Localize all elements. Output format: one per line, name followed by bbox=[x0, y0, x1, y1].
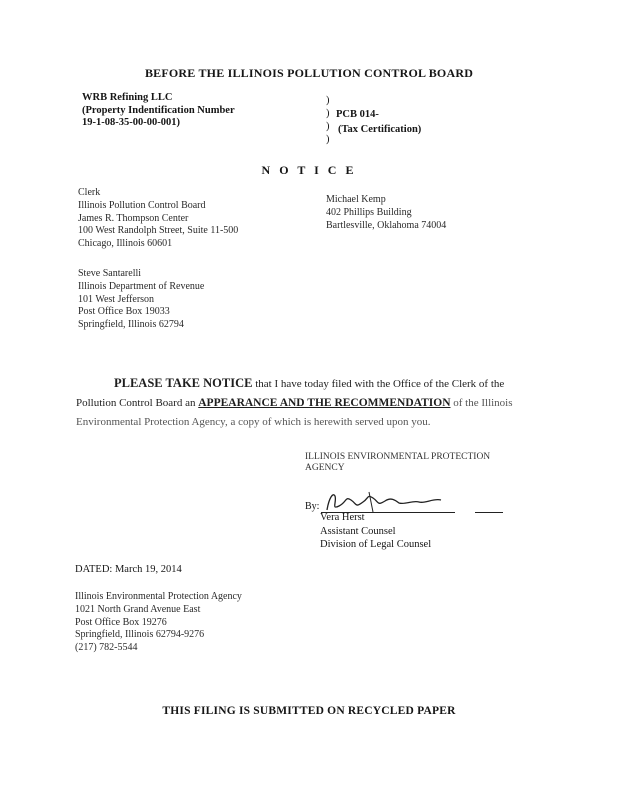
address-line: Bartlesville, Oklahoma 74004 bbox=[326, 219, 447, 231]
address-line: Michael Kemp bbox=[326, 194, 386, 205]
signer-title: Assistant Counsel bbox=[320, 525, 396, 537]
address-line: Steve Santarelli bbox=[78, 268, 142, 279]
recycled-paper-notice: THIS FILING IS SUBMITTED ON RECYCLED PAPER bbox=[162, 705, 456, 717]
signer-name: Vera Herst bbox=[320, 512, 365, 523]
petitioner-pin-line2: 19-1-08-35-00-00-001) bbox=[82, 117, 180, 128]
address-line: Post Office Box 19276 bbox=[75, 616, 167, 628]
dated-line: DATED: March 19, 2014 bbox=[75, 564, 182, 575]
address-line: Illinois Pollution Control Board bbox=[78, 199, 206, 211]
recipient-clerk bbox=[78, 187, 238, 251]
address-line: 1021 North Grand Avenue East bbox=[75, 603, 201, 615]
address-line: Post Office Box 19033 bbox=[78, 306, 170, 318]
address-line: 402 Phillips Building bbox=[326, 206, 412, 218]
agency-line: AGENCY bbox=[305, 463, 345, 473]
address-line: Illinois Department of Revenue bbox=[78, 280, 205, 292]
recipient-kemp bbox=[326, 194, 446, 232]
petitioner-name: WRB Refining LLC bbox=[82, 92, 173, 103]
agency-line: ILLINOIS ENVIRONMENTAL PROTECTION bbox=[305, 452, 491, 462]
case-number: PCB 014- bbox=[336, 109, 379, 120]
address-line: 100 West Randolph Street, Suite 11-500 bbox=[78, 225, 239, 237]
phone-number: (217) 782-5544 bbox=[75, 642, 138, 654]
caption-parens bbox=[326, 94, 330, 146]
notice-text-1: that I have today filed with the Office of the Clerk of the Pollution Control Board an bbox=[76, 378, 505, 409]
signature-rule-short bbox=[475, 512, 503, 513]
caption-petitioner bbox=[82, 92, 235, 130]
agency-address bbox=[75, 591, 242, 655]
address-line: Springfield, Illinois 62794 bbox=[78, 319, 184, 331]
notice-heading: N O T I C E bbox=[261, 163, 357, 177]
address-line: Illinois Environmental Protection Agency bbox=[75, 591, 242, 602]
signer-division: Division of Legal Counsel bbox=[320, 539, 432, 550]
address-line: Chicago, Illinois 60601 bbox=[78, 238, 173, 250]
notice-body bbox=[76, 374, 546, 432]
case-type: (Tax Certification) bbox=[338, 124, 422, 135]
paren: ) bbox=[326, 134, 330, 145]
address-line: Springfield, Illinois 62794-9276 bbox=[75, 629, 205, 641]
petitioner-pin-line1: (Property Indentification Number bbox=[82, 104, 235, 116]
paren: ) bbox=[326, 95, 330, 106]
signature-agency bbox=[305, 452, 490, 474]
paren: ) bbox=[326, 108, 330, 119]
address-line: 101 West Jefferson bbox=[78, 293, 155, 305]
notice-lead: PLEASE TAKE NOTICE bbox=[114, 376, 253, 390]
recipient-santarelli bbox=[78, 268, 204, 332]
address-line: James R. Thompson Center bbox=[78, 212, 189, 224]
notice-filing-title: APPEARANCE AND THE RECOMMENDATION bbox=[198, 397, 451, 409]
by-label: By: bbox=[305, 501, 320, 512]
notice-text-2: of the Illinois Environmental Protection Agency, a copy of which is herewith served upon you. bbox=[76, 397, 513, 428]
caption-case bbox=[336, 94, 421, 137]
signer-block bbox=[320, 511, 431, 552]
document-title: BEFORE THE ILLINOIS POLLUTION CONTROL BOARD bbox=[144, 66, 474, 80]
address-line: Clerk bbox=[78, 187, 101, 198]
paren: ) bbox=[326, 121, 330, 132]
